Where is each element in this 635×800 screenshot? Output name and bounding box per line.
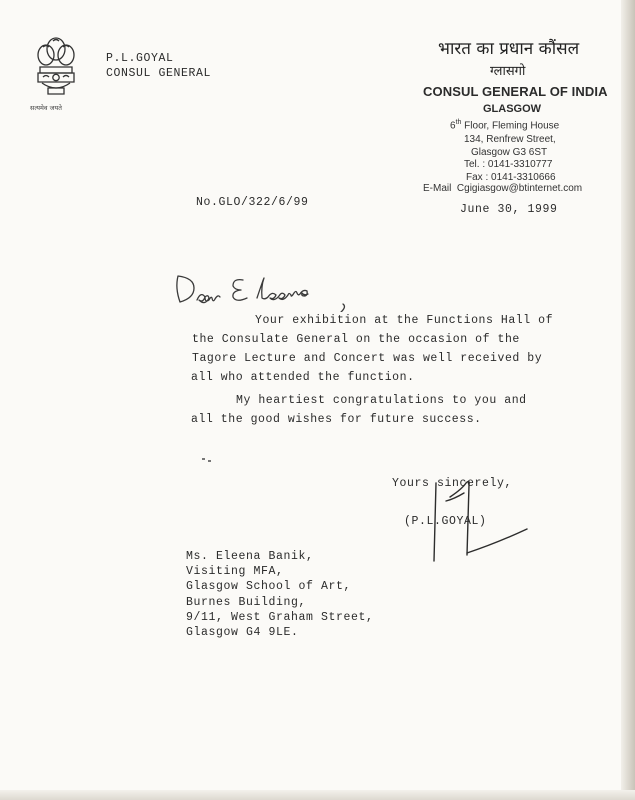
sender-name: P.L.GOYAL [106, 52, 174, 65]
page-edge-right [621, 0, 635, 800]
hindi-title: भारत का प्रधान कौंसल [438, 39, 580, 59]
stray-mark [208, 460, 211, 462]
address-postcode: Glasgow G3 6ST [471, 147, 548, 158]
reference-number: No.GLO/322/6/99 [196, 196, 309, 209]
sender-title: CONSUL GENERAL [106, 67, 212, 80]
recipient-address [186, 549, 374, 640]
hindi-city: ग्लासगो [490, 64, 526, 79]
body-p1-line4: all who attended the function. [191, 371, 415, 384]
signatory-name: (P.L.GOYAL) [404, 515, 487, 528]
organization-name: CONSUL GENERAL OF INDIA [423, 84, 608, 99]
emblem-motto: सत्यमेव जयते [30, 104, 62, 112]
recipient-line: Visiting MFA, [186, 565, 284, 579]
letter-date: June 30, 1999 [460, 203, 558, 216]
body-p1-line2: the Consulate General on the occasion of the [192, 333, 520, 346]
fax: Fax : 0141-3310666 [466, 172, 556, 183]
email-line: E-Mail Cgigiasgow@btinternet.com [423, 183, 583, 194]
recipient-line: Glasgow G4 9LE. [186, 626, 299, 640]
recipient-line: Burnes Building, [186, 595, 307, 609]
page-edge-bottom [0, 790, 635, 800]
body-p1-line1: Your exhibition at the Functions Hall of [255, 314, 554, 327]
address-floor: 6th Floor, Fleming House [450, 119, 560, 132]
handwritten-salutation [171, 272, 386, 312]
recipient-line: Glasgow School of Art, [186, 580, 352, 594]
telephone: Tel. : 0141-3310777 [464, 159, 553, 170]
stray-mark [202, 458, 205, 460]
organization-city: GLASGOW [483, 103, 542, 115]
body-p2-line2: all the good wishes for future success. [191, 413, 482, 426]
closing: Yours sincerely, [392, 477, 513, 490]
body-p2-line1: My heartiest congratulations to you and [236, 394, 527, 407]
recipient-line: Ms. Eleena Banik, [186, 550, 314, 563]
body-p1-line3: Tagore Lecture and Concert was well received by [192, 352, 543, 365]
address-street: 134, Renfrew Street, [464, 134, 556, 145]
recipient-line: 9/11, West Graham Street, [186, 610, 374, 624]
